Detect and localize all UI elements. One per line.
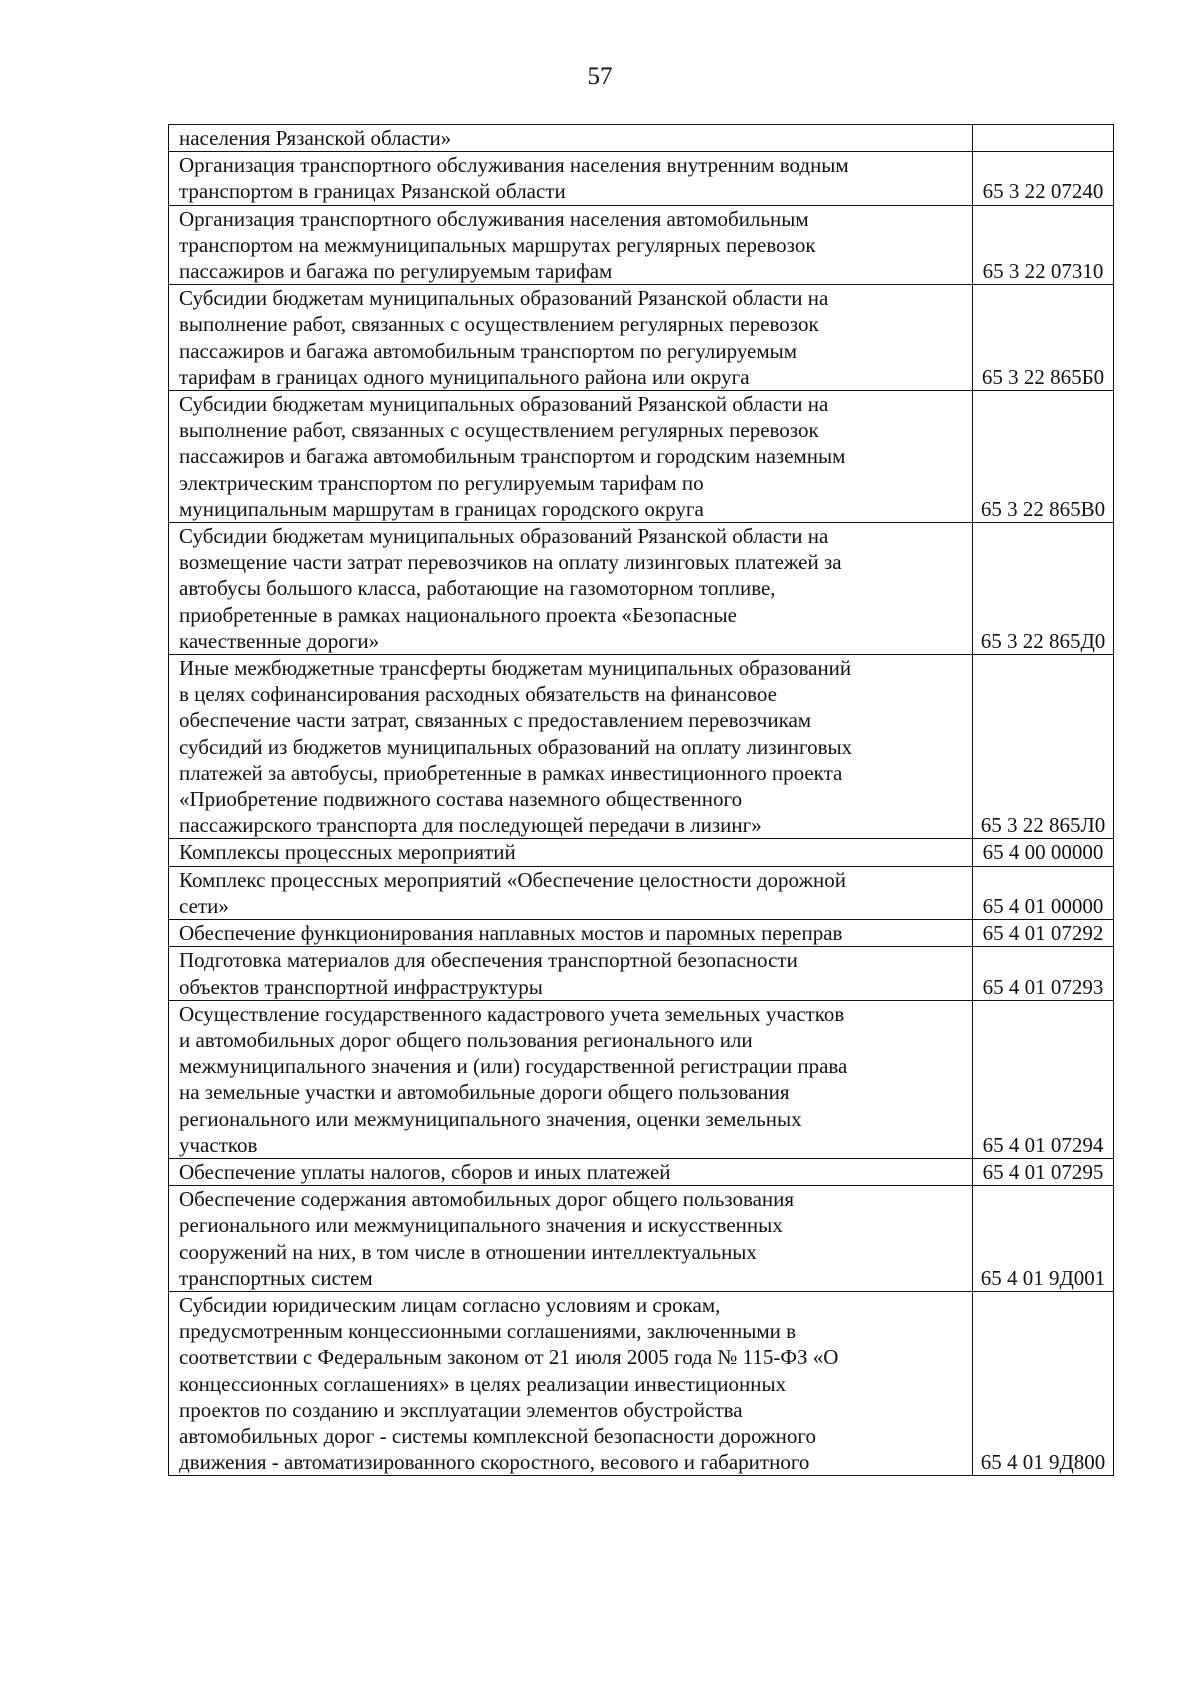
row-description bbox=[169, 125, 973, 152]
table-row bbox=[169, 920, 1114, 947]
row-description bbox=[169, 947, 973, 1000]
row-code: 65 3 22 865Л0 bbox=[973, 655, 1114, 839]
table-row bbox=[169, 125, 1114, 152]
description-line: Обеспечение функционирования наплавных мостов и паромных переправ bbox=[179, 921, 843, 946]
description-line: транспортом в границах Рязанской области bbox=[179, 179, 566, 204]
table-row bbox=[169, 391, 1114, 523]
description-line: Комплексы процессных мероприятий bbox=[179, 840, 516, 865]
description-line: регионального или межмуниципального значения, оценки земельных bbox=[179, 1106, 802, 1131]
row-description bbox=[169, 523, 973, 655]
description-line: транспортных систем bbox=[179, 1265, 373, 1290]
description-line: населения Рязанской области» bbox=[179, 126, 452, 150]
table-row bbox=[169, 655, 1114, 839]
description-line: пассажиров и багажа автомобильным транспортом и городским наземным bbox=[179, 444, 846, 469]
description-line: Субсидии бюджетам муниципальных образований Рязанской области на bbox=[179, 286, 829, 311]
table-body bbox=[169, 125, 1114, 1476]
description-line: качественные дороги» bbox=[179, 628, 380, 653]
description-line: платежей за автобусы, приобретенные в рамках инвестиционного проекта bbox=[179, 760, 843, 785]
row-description bbox=[169, 1291, 973, 1475]
description-line: пассажиров и багажа автомобильным транспортом по регулируемым bbox=[179, 338, 798, 363]
page-number: 57 bbox=[587, 63, 613, 90]
description-line: субсидий из бюджетов муниципальных образований на оплату лизинговых bbox=[179, 734, 853, 759]
row-code: 65 4 00 00000 bbox=[973, 839, 1114, 866]
description-line: обеспечение части затрат, связанных с предоставлением перевозчикам bbox=[179, 708, 812, 733]
table-row bbox=[169, 1186, 1114, 1292]
description-line: на земельные участки и автомобильные дороги общего пользования bbox=[179, 1080, 790, 1105]
description-line: Подготовка материалов для обеспечения транспортной безопасности bbox=[179, 948, 798, 973]
row-code: 65 4 01 00000 bbox=[973, 866, 1114, 919]
description-line: выполнение работ, связанных с осуществлением регулярных перевозок bbox=[179, 312, 819, 337]
classification-table bbox=[168, 124, 1114, 1476]
description-line: в целях софинансирования расходных обязательств на финансовое bbox=[179, 682, 777, 707]
row-description bbox=[169, 1186, 973, 1292]
row-code: 65 4 01 07295 bbox=[973, 1158, 1114, 1185]
description-line: выполнение работ, связанных с осуществлением регулярных перевозок bbox=[179, 418, 819, 443]
row-code: 65 3 22 865Д0 bbox=[973, 523, 1114, 655]
description-line: электрическим транспортом по регулируемым тарифам по bbox=[179, 470, 704, 495]
description-line: концессионных соглашениях» в целях реализации инвестиционных bbox=[179, 1371, 787, 1396]
description-line: Субсидии бюджетам муниципальных образований Рязанской области на bbox=[179, 524, 829, 549]
row-description bbox=[169, 655, 973, 839]
description-line: Организация транспортного обслуживания населения внутренним водным bbox=[179, 153, 849, 178]
description-line: транспортом на межмуниципальных маршрутах регулярных перевозок bbox=[179, 232, 816, 257]
description-line: регионального или межмуниципального значения и искусственных bbox=[179, 1213, 783, 1238]
description-line: Субсидии юридическим лицам согласно условиям и срокам, bbox=[179, 1292, 721, 1317]
row-code: 65 4 01 07292 bbox=[973, 920, 1114, 947]
description-line: пассажирского транспорта для последующей передачи в лизинг» bbox=[179, 813, 762, 838]
description-line: Субсидии бюджетам муниципальных образований Рязанской области на bbox=[179, 392, 829, 417]
description-line: движения - автоматизированного скоростного, весового и габаритного bbox=[179, 1450, 810, 1475]
table-row bbox=[169, 866, 1114, 919]
row-description bbox=[169, 205, 973, 285]
description-line: межмуниципального значения и (или) государственной регистрации права bbox=[179, 1054, 848, 1079]
description-line: сооружений на них, в том числе в отношении интеллектуальных bbox=[179, 1239, 757, 1264]
description-line: приобретенные в рамках национального проекта «Безопасные bbox=[179, 602, 737, 627]
description-line: проектов по созданию и эксплуатации элементов обустройства bbox=[179, 1397, 743, 1422]
description-line: Комплекс процессных мероприятий «Обеспечение целостности дорожной bbox=[179, 867, 847, 892]
row-code: 65 3 22 07310 bbox=[973, 205, 1114, 285]
row-code: 65 4 01 07294 bbox=[973, 1000, 1114, 1158]
description-line: возмещение части затрат перевозчиков на оплату лизинговых платежей за bbox=[179, 550, 842, 575]
row-code: 65 3 22 865Б0 bbox=[973, 285, 1114, 391]
row-code: 65 3 22 07240 bbox=[973, 152, 1114, 205]
row-code: 65 4 01 9Д800 bbox=[973, 1291, 1114, 1475]
table-row bbox=[169, 947, 1114, 1000]
description-line: Организация транспортного обслуживания населения автомобильным bbox=[179, 206, 809, 231]
description-line: Иные межбюджетные трансферты бюджетам муниципальных образований bbox=[179, 656, 852, 681]
description-line: объектов транспортной инфраструктуры bbox=[179, 974, 543, 999]
description-line: Обеспечение содержания автомобильных дорог общего пользования bbox=[179, 1187, 795, 1212]
row-description bbox=[169, 391, 973, 523]
description-line: участков bbox=[179, 1132, 258, 1157]
table-row bbox=[169, 152, 1114, 205]
description-line: пассажиров и багажа по регулируемым тарифам bbox=[179, 259, 613, 284]
description-line: муниципальным маршрутам в границах городского округа bbox=[179, 496, 704, 521]
description-line: и автомобильных дорог общего пользования регионального или bbox=[179, 1027, 753, 1052]
table-row bbox=[169, 1000, 1114, 1158]
table-row bbox=[169, 205, 1114, 285]
description-line: автомобильных дорог - системы комплексной безопасности дорожного bbox=[179, 1423, 816, 1448]
description-line: предусмотренным концессионными соглашениями, заключенными в bbox=[179, 1319, 797, 1344]
description-line: Осуществление государственного кадастрового учета земельных участков bbox=[179, 1001, 845, 1026]
table-row bbox=[169, 285, 1114, 391]
row-description bbox=[169, 839, 973, 866]
description-line: сети» bbox=[179, 893, 229, 918]
description-line: Обеспечение уплаты налогов, сборов и иных платежей bbox=[179, 1159, 671, 1184]
row-code: 65 3 22 865В0 bbox=[973, 391, 1114, 523]
description-line: соответствии с Федеральным законом от 21 июля 2005 года № 115-ФЗ «О bbox=[179, 1345, 839, 1370]
row-code: 65 4 01 07293 bbox=[973, 947, 1114, 1000]
row-description bbox=[169, 1000, 973, 1158]
row-description bbox=[169, 920, 973, 947]
description-line: тарифам в границах одного муниципального района или округа bbox=[179, 364, 750, 389]
table-row bbox=[169, 523, 1114, 655]
table-row bbox=[169, 1291, 1114, 1475]
description-line: «Приобретение подвижного состава наземного общественного bbox=[179, 787, 743, 812]
table-row bbox=[169, 839, 1114, 866]
row-code: 65 4 01 9Д001 bbox=[973, 1186, 1114, 1292]
row-description bbox=[169, 152, 973, 205]
table-row bbox=[169, 1158, 1114, 1185]
row-description bbox=[169, 285, 973, 391]
row-description bbox=[169, 866, 973, 919]
row-code bbox=[973, 125, 1114, 152]
row-description bbox=[169, 1158, 973, 1185]
description-line: автобусы большого класса, работающие на газомоторном топливе, bbox=[179, 576, 776, 601]
